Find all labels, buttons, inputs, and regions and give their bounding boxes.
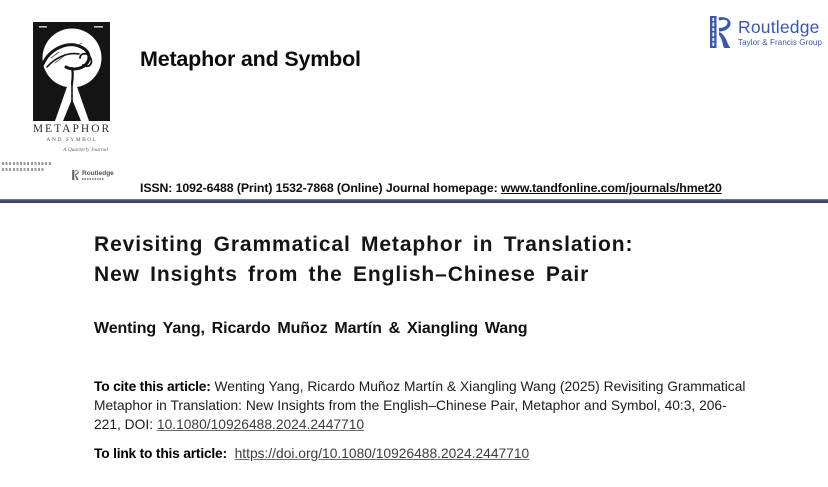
- cover-masthead-line2: AND SYMBOL: [46, 137, 98, 143]
- issn-text: ISSN: 1092-6488 (Print) 1532-7868 (Online): [140, 181, 383, 195]
- cover-subtitle: A Quarterly Journal: [63, 147, 108, 153]
- cover-artwork-icon: [33, 22, 110, 121]
- header-rule: [0, 199, 828, 203]
- cite-paragraph: [94, 377, 746, 434]
- issn-line: [140, 181, 722, 195]
- authors-line: Wenting Yang, Ricardo Muñoz Martín & Xiangling Wang: [94, 320, 528, 337]
- cite-doi-link[interactable]: 10.1080/10926488.2024.2447710: [156, 417, 365, 432]
- routledge-mini-mark-icon: [72, 170, 80, 180]
- homepage-label: Journal homepage:: [385, 181, 498, 195]
- cover-publisher-tagline: [82, 178, 104, 180]
- routledge-tagline: Taylor & Francis Group: [738, 38, 823, 47]
- routledge-mark-icon: [710, 16, 734, 48]
- cite-text: Wenting Yang, Ricardo Muñoz Martín & Xiangling Wang (2025) Revisiting Grammatical Metaphor in Translation: New Insights from the English–Chinese Pair, Metaphor and Symbol, 40:3, 206-221, DOI:: [94, 379, 746, 432]
- cover-publisher-name: Routledge: [82, 170, 114, 177]
- link-line: [94, 446, 529, 461]
- link-label: To link to this article:: [94, 446, 227, 461]
- routledge-wordmark: Routledge: [738, 17, 820, 37]
- cite-label: To cite this article:: [94, 379, 211, 394]
- cover-indexing-note: [2, 162, 52, 173]
- routledge-logo: [710, 16, 822, 48]
- journal-title: Metaphor and Symbol: [140, 47, 361, 71]
- homepage-link[interactable]: www.tandfonline.com/journals/hmet20: [500, 181, 722, 195]
- article-doi-link[interactable]: https://doi.org/10.1080/10926488.2024.2447710: [234, 446, 530, 461]
- article-title: [94, 230, 633, 290]
- indexing-note-line: [2, 162, 52, 165]
- cover-publisher-logo: [72, 170, 114, 180]
- indexing-note-line: [2, 168, 44, 171]
- article-title-line2: New Insights from the English–Chinese Pair: [94, 263, 590, 286]
- cover-masthead: METAPHOR: [32, 123, 112, 135]
- article-title-line1: Revisiting Grammatical Metaphor in Translation:: [94, 233, 634, 256]
